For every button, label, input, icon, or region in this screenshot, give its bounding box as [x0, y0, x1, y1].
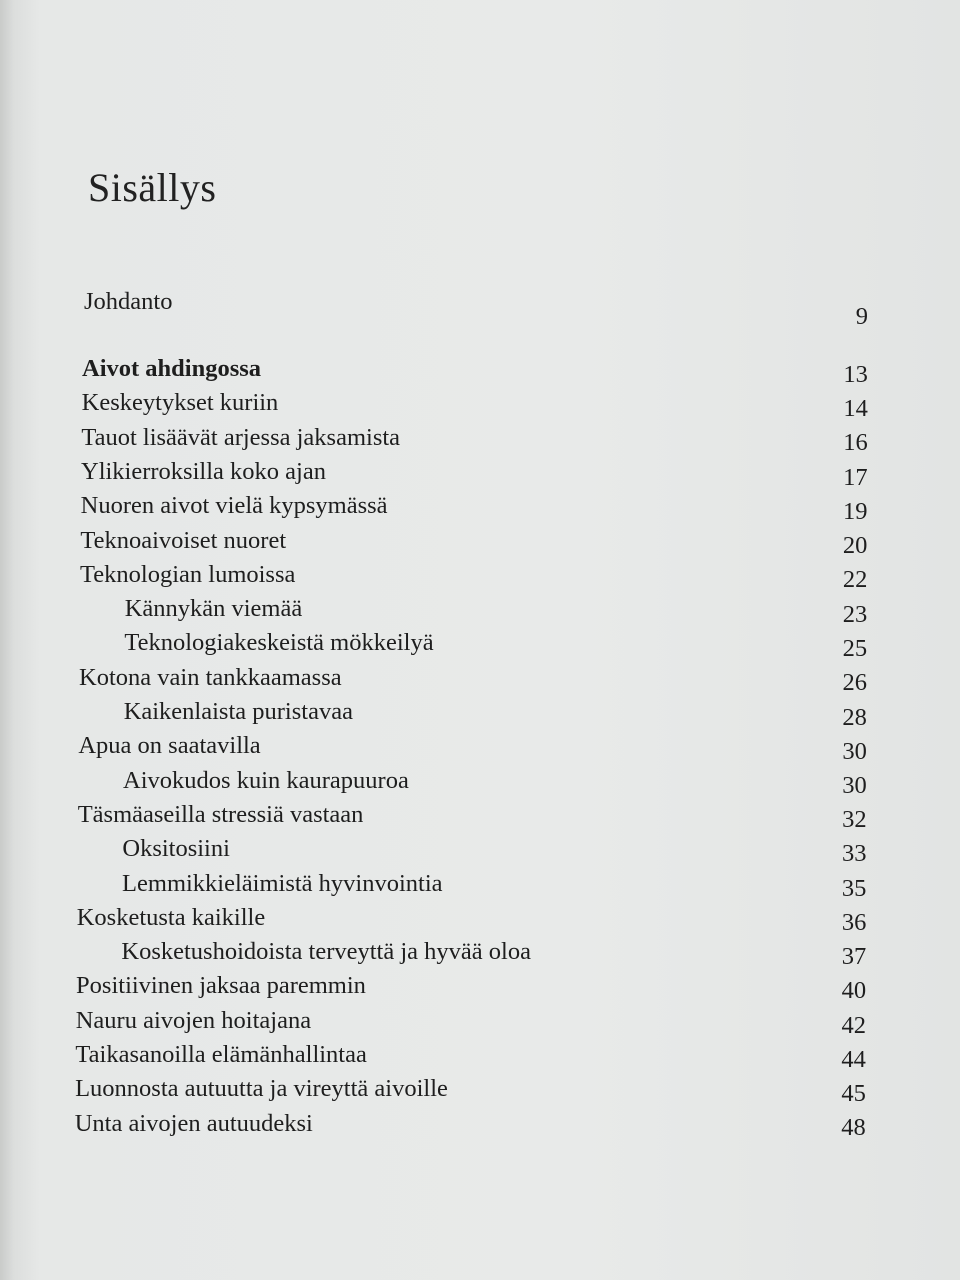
toc-entry	[0, 1110, 960, 1144]
page-title: Sisällys	[88, 165, 217, 210]
toc-entry-title: Taikasanoilla elämänhallintaa	[75, 1041, 367, 1068]
toc-entry	[0, 904, 960, 938]
toc-entry	[0, 767, 960, 801]
toc-entry-title: Kosketushoidoista terveyttä ja hyvää oloa	[121, 938, 531, 966]
toc-entry	[0, 801, 960, 835]
toc-entry-title: Lemmikkieläimistä hyvinvointia	[122, 869, 443, 897]
toc-page-number: 44	[841, 1046, 866, 1073]
toc-entry	[0, 561, 960, 595]
toc-page-number: 40	[841, 977, 867, 1005]
toc-entry-title: Luonnosta autuutta ja vireyttä aivoille	[75, 1075, 448, 1103]
toc-entry	[0, 698, 960, 732]
toc-page-number: 23	[842, 600, 868, 628]
toc-entry	[0, 835, 960, 869]
toc-entry-title: Aivokudos kuin kaurapuuroa	[123, 766, 409, 794]
toc-entry	[0, 732, 960, 766]
toc-entry	[0, 1075, 960, 1109]
toc-entry	[0, 870, 960, 904]
toc-entry-title: Tauot lisäävät arjessa jaksamista	[81, 423, 401, 451]
toc-page-number: 25	[842, 634, 868, 662]
toc-entry-title: Teknologiakeskeistä mökkeilyä	[124, 629, 434, 657]
toc-entry-title: Kännykän viemää	[124, 595, 303, 623]
toc-entry-title: Johdanto	[84, 288, 173, 315]
toc-entry-title: Kaikenlaista puristavaa	[123, 698, 353, 725]
toc-entry	[0, 595, 960, 629]
toc-page-number: 9	[855, 303, 868, 330]
toc-page-number: 30	[842, 771, 867, 799]
toc-entry-title: Nauru aivojen hoitajana	[75, 1006, 312, 1034]
toc-entry-title: Teknologian lumoissa	[80, 560, 296, 588]
toc-entry	[0, 389, 960, 423]
toc-page-number: 36	[841, 908, 867, 936]
toc-entry-title: Kotona vain tankkaamassa	[79, 663, 342, 691]
toc-entry-title: Positiivinen jaksaa paremmin	[76, 972, 366, 1000]
toc-entry	[0, 355, 960, 389]
toc-page-number: 17	[843, 463, 868, 491]
toc-entry-title: Teknoaivoiset nuoret	[80, 526, 287, 554]
toc-page-number: 32	[842, 806, 867, 834]
toc-page-number: 37	[841, 943, 867, 971]
toc-entry	[0, 664, 960, 698]
toc-entry	[0, 938, 960, 972]
toc-page-number: 30	[842, 737, 867, 765]
toc-page-number: 13	[843, 361, 868, 388]
toc-entry-title: Apua on saatavilla	[78, 732, 261, 760]
toc-page-number: 26	[842, 669, 867, 697]
toc-entry	[0, 288, 960, 330]
toc-page-number: 16	[843, 429, 868, 457]
toc-entry	[0, 1041, 960, 1075]
toc-page-number: 20	[842, 532, 868, 560]
toc-entry-title: Täsmäaseilla stressiä vastaan	[77, 800, 364, 828]
toc-entry-title: Oksitosiini	[122, 835, 230, 863]
toc-entry	[0, 972, 960, 1006]
toc-entry-title: Nuoren aivot vielä kypsymässä	[80, 492, 388, 520]
toc-page-number: 42	[841, 1011, 866, 1039]
toc-page-number: 28	[842, 703, 867, 731]
toc-page-number: 22	[842, 566, 868, 594]
toc-entry	[0, 424, 960, 458]
toc-entry	[0, 629, 960, 663]
toc-entry-title: Unta aivojen autuudeksi	[74, 1109, 313, 1137]
toc-page-number: 14	[843, 395, 868, 423]
toc-page-number: 33	[842, 840, 867, 868]
toc-page-number: 19	[843, 497, 868, 525]
toc-page-number: 35	[841, 874, 867, 902]
toc-entry	[0, 1007, 960, 1041]
toc-page-number: 45	[841, 1080, 866, 1108]
toc-entry	[0, 527, 960, 561]
toc-page-number: 48	[841, 1114, 866, 1142]
toc-entry-title: Aivot ahdingossa	[82, 355, 262, 382]
toc-entry-title: Ylikierroksilla koko ajan	[81, 457, 326, 485]
toc-entry-title: Kosketusta kaikille	[76, 903, 266, 931]
toc-entry-title: Keskeytykset kuriin	[81, 389, 279, 417]
toc-entry	[0, 458, 960, 492]
toc-entry	[0, 492, 960, 526]
